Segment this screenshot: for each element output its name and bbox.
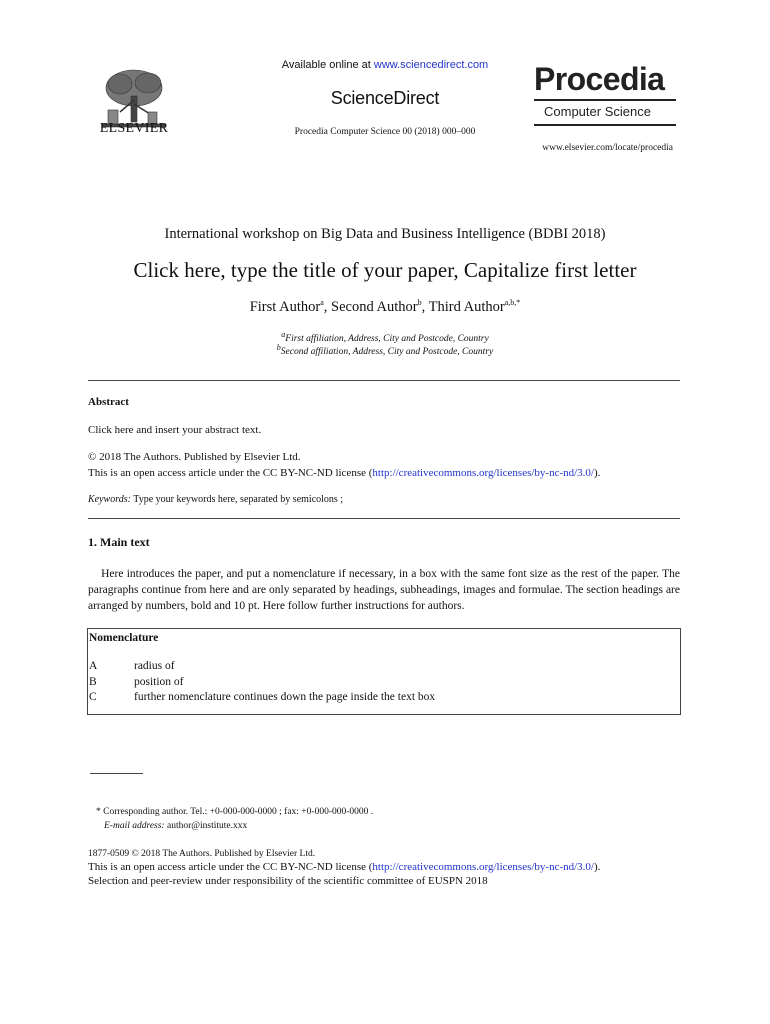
section-heading: 1. Main text	[88, 535, 150, 549]
keywords-line	[88, 492, 680, 508]
journal-url[interactable]: www.elsevier.com/locate/procedia	[542, 143, 673, 153]
affiliation-sup: a	[281, 330, 286, 339]
nomenclature-row	[89, 676, 184, 688]
author-sup: a,b,*	[504, 298, 521, 307]
footer-license-prefix: This is an open access article under the CC BY-NC-ND license (	[88, 861, 373, 873]
nomenclature-desc: further nomenclature continues down the page inside the text box	[134, 691, 436, 703]
procedia-rule	[534, 99, 676, 101]
abstract-text: Click here and insert your abstract text.	[88, 424, 262, 436]
email-label: E-mail address:	[104, 821, 165, 831]
nomenclature-symbol: A	[89, 660, 98, 672]
affiliation	[0, 343, 770, 357]
available-prefix: Available online at	[281, 59, 374, 71]
elsevier-wordmark: ELSEVIER	[99, 121, 169, 136]
keywords-text: Type your keywords here, separated by semicolons ;	[130, 494, 344, 505]
affiliation-text: Second affiliation, Address, City and Postcode, Country	[280, 347, 494, 358]
abstract-heading: Abstract	[88, 396, 129, 408]
sciencedirect-link[interactable]: www.sciencedirect.com	[373, 59, 489, 71]
keywords-label: Keywords:	[88, 494, 131, 505]
footer-license-link[interactable]: http://creativecommons.org/licenses/by-nc-nd/3.0/	[372, 861, 594, 873]
email-value: author@institute.xxx	[164, 821, 248, 831]
nomenclature-row	[89, 691, 435, 703]
procedia-rule	[534, 124, 676, 126]
license-suffix: ).	[594, 466, 601, 479]
nomenclature-symbol: C	[89, 691, 97, 703]
abstract-copyright	[88, 450, 680, 481]
license-prefix: This is an open access article under the CC BY-NC-ND license (	[88, 466, 373, 479]
email-note	[104, 821, 247, 831]
author-sup: a	[320, 298, 324, 307]
corresponding-author-note: * Corresponding author. Tel.: +0-000-000-0000 ; fax: +0-000-000-0000 .	[96, 807, 374, 817]
abstract-bottom-rule	[88, 518, 680, 519]
procedia-title: Procedia	[534, 61, 665, 97]
nomenclature-box	[87, 628, 681, 715]
abstract-top-rule	[88, 380, 680, 381]
nomenclature-row	[89, 660, 175, 672]
copyright-line: © 2018 The Authors. Published by Elsevier Ltd.	[88, 451, 301, 463]
section-paragraph	[88, 566, 680, 614]
footer-license-line	[88, 861, 600, 873]
footer-license-suffix: ).	[594, 861, 601, 873]
author-sup: b	[417, 298, 422, 307]
author-name: First Author	[249, 298, 321, 315]
journal-line: Procedia Computer Science 00 (2018) 000–000	[294, 127, 476, 137]
affiliation-sup: b	[276, 343, 281, 352]
nomenclature-desc: radius of	[134, 660, 175, 672]
nomenclature-desc: position of	[134, 676, 184, 688]
footnote-rule	[90, 773, 143, 774]
sciencedirect-wordmark: ScienceDirect	[330, 88, 440, 108]
author-list: First Author$^a$, Second Author$^b$, Third Author$^{a,b,*}$	[249, 298, 521, 315]
procedia-logo	[534, 63, 676, 126]
procedia-subtitle: Computer Science	[544, 104, 651, 119]
paper-title: Click here, type the title of your paper, Capitalize first letter	[133, 258, 637, 282]
issn-line: 1877-0509 © 2018 The Authors. Published by Elsevier Ltd.	[88, 849, 316, 859]
paragraph-text: Here introduces the paper, and put a nomenclature if necessary, in a box with the same font size as the rest of the paper. The paragraphs continue from here and are only separated by headings, subheadings, images and formulae. The section headings are arranged by numbers, bold and 10 pt. Here follow further instructions for authors.	[88, 568, 680, 612]
workshop-name: International workshop on Big Data and Business Intelligence (BDBI 2018)	[164, 226, 606, 242]
license-line	[88, 466, 680, 482]
author-name: Third Author	[428, 298, 505, 315]
peer-review-line: Selection and peer-review under responsibility of the scientific committee of EUSPN 2018	[88, 875, 488, 887]
author-name: Second Author	[331, 298, 418, 315]
nomenclature-symbol: B	[89, 676, 97, 688]
nomenclature-heading: Nomenclature	[89, 632, 159, 644]
license-link[interactable]: http://creativecommons.org/licenses/by-nc-nd/3.0/	[372, 466, 594, 479]
affiliation-text: First affiliation, Address, City and Postcode, Country	[285, 334, 489, 345]
